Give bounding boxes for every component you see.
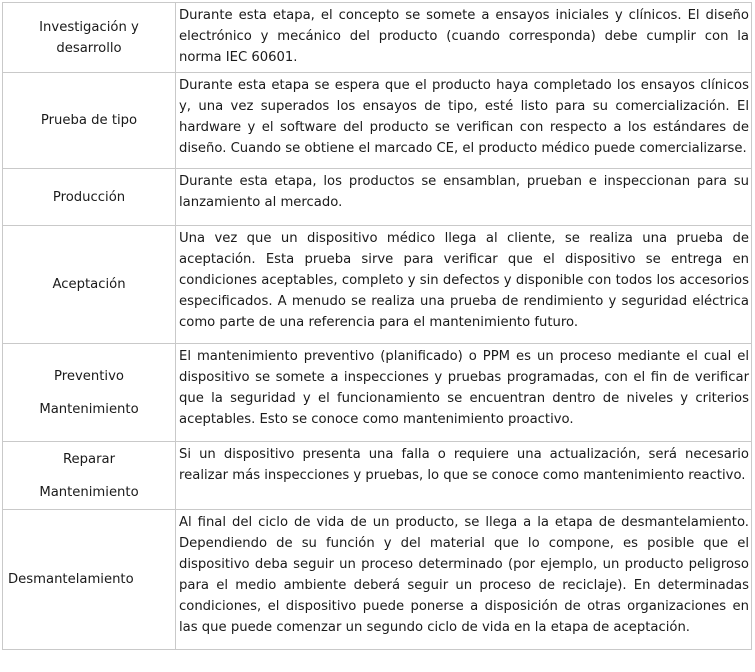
table-row bbox=[3, 73, 752, 169]
table-row bbox=[3, 169, 752, 226]
table-row bbox=[3, 510, 752, 650]
stage-name: Prueba de tipo bbox=[3, 73, 176, 169]
stage-name: Investigación y desarrollo bbox=[3, 3, 176, 73]
stage-name bbox=[3, 442, 176, 510]
stage-name bbox=[3, 344, 176, 442]
stage-name: Producción bbox=[3, 169, 176, 226]
table-row bbox=[3, 226, 752, 344]
stage-name-line: Mantenimiento bbox=[39, 401, 139, 417]
stage-description: Si un dispositivo presenta una falla o requiere una actualización, será necesario realizar más inspecciones y pruebas, lo que se conoce como mantenimiento reactivo. bbox=[176, 442, 752, 510]
stage-description: Durante esta etapa se espera que el producto haya completado los ensayos clínicos y, una vez superados los ensayos de tipo, esté listo para su comercialización. El hardware y el software del producto se verifican con respecto a los estándares de diseño. Cuando se obtiene el marcado CE, el producto médico puede comercializarse. bbox=[176, 73, 752, 169]
stage-description: Una vez que un dispositivo médico llega al cliente, se realiza una prueba de aceptación. Esta prueba sirve para verificar que el dispositivo se entrega en condiciones aceptables, completo y sin defectos y disponible con todos los accesorios especificados. A menudo se realiza una prueba de rendimiento y seguridad eléctrica como parte de una referencia para el mantenimiento futuro. bbox=[176, 226, 752, 344]
stage-description: El mantenimiento preventivo (planificado) o PPM es un proceso mediante el cual el dispositivo se somete a inspecciones y pruebas programadas, con el fin de verificar que la seguridad y el funcionamiento se encuentran dentro de niveles y criterios aceptables. Esto se conoce como mantenimiento proactivo. bbox=[176, 344, 752, 442]
table-row bbox=[3, 442, 752, 510]
table-row bbox=[3, 344, 752, 442]
stage-name-line: Preventivo bbox=[54, 368, 124, 384]
stage-name: Aceptación bbox=[3, 226, 176, 344]
stage-name-line: Reparar bbox=[62, 451, 116, 467]
lifecycle-stages-table bbox=[2, 2, 752, 650]
stage-name-line: Mantenimiento bbox=[39, 484, 139, 500]
stage-description: Al final del ciclo de vida de un producto, se llega a la etapa de desmantelamiento. Dependiendo de su función y del material que lo compone, es posible que el dispositivo deba seguir un proceso determinado (por ejemplo, un producto peligroso para el medio ambiente deberá seguir un proceso de reciclaje). En determinadas condiciones, el dispositivo puede ponerse a disposición de otras organizaciones en las que puede comenzar un segundo ciclo de vida en la etapa de aceptación. bbox=[176, 510, 752, 650]
table-row bbox=[3, 3, 752, 73]
stage-name: Desmantelamiento bbox=[3, 510, 176, 650]
stage-description: Durante esta etapa, el concepto se somete a ensayos iniciales y clínicos. El diseño electrónico y mecánico del producto (cuando corresponda) debe cumplir con la norma IEC 60601. bbox=[176, 3, 752, 73]
stage-description: Durante esta etapa, los productos se ensamblan, prueban e inspeccionan para su lanzamiento al mercado. bbox=[176, 169, 752, 226]
